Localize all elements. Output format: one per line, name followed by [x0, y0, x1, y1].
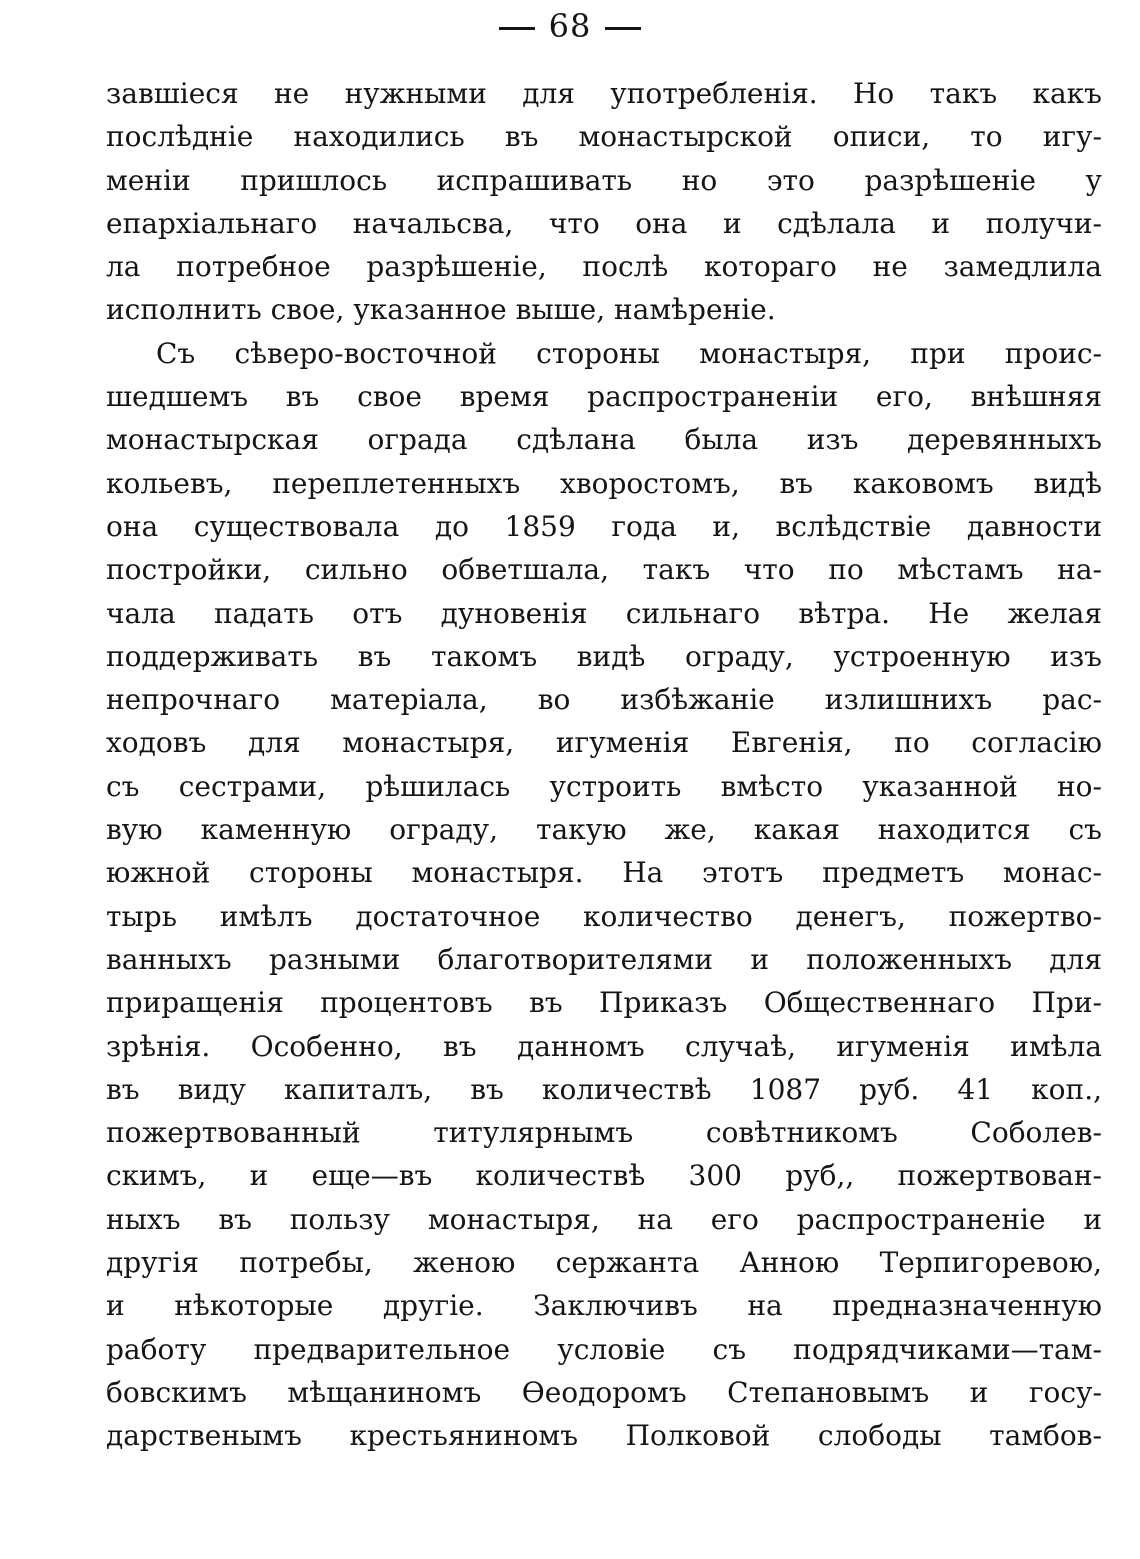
text-line: она существовала до 1859 года и, вслѣдствіе давности: [106, 509, 1102, 543]
text-line: пожертвованный титулярнымъ совѣтникомъ Соболев-: [106, 1116, 1102, 1150]
text-line: меніи пришлось испрашивать но это разрѣшеніе у: [106, 163, 1102, 197]
left-dash: [499, 27, 535, 30]
text-line: шедшемъ въ свое время распространеніи его, внѣшняя: [106, 380, 1102, 414]
text-line: приращенія процентовъ въ Приказъ Общественнаго При-: [106, 986, 1102, 1020]
text-line: монастырская ограда сдѣлана была изъ деревянныхъ: [106, 423, 1102, 457]
text-line: чала падать отъ дуновенія сильнаго вѣтра. Не желая: [106, 596, 1102, 630]
text-line: поддерживать въ такомъ видѣ ограду, устроенную изъ: [106, 639, 1102, 673]
text-line: вую каменную ограду, такую же, какая находится съ: [106, 813, 1102, 847]
page-number: 68: [548, 7, 592, 45]
text-line: бовскимъ мѣщаниномъ Ѳеодоромъ Степановымъ и госу-: [106, 1375, 1102, 1409]
text-line: завшіеся не нужными для употребленія. Но такъ какъ: [106, 77, 1102, 110]
text-line: другія потребы, женою сержанта Анною Терпигоревою,: [106, 1246, 1102, 1280]
text-line: ныхъ въ пользу монастыря, на его распространеніе и: [106, 1202, 1102, 1236]
text-line: ванныхъ разными благотворителями и положенныхъ для: [106, 942, 1102, 976]
text-line: въ виду капиталъ, въ количествѣ 1087 руб. 41 коп.,: [106, 1072, 1102, 1106]
text-line: епархіальнаго начальсва, что она и сдѣлала и получи-: [106, 206, 1102, 240]
text-line: ходовъ для монастыря, игуменія Евгенія, по согласію: [106, 726, 1102, 760]
page-number-header: [0, 4, 1140, 48]
paragraph-start-line: Съ сѣверо-восточной стороны монастыря, при проис-: [156, 336, 1102, 370]
text-line: исполнить свое, указанное выше, намѣреніе.: [106, 293, 776, 327]
text-line: кольевъ, переплетенныхъ хворостомъ, въ каковомъ видѣ: [106, 466, 1102, 500]
text-line: тырь имѣлъ достаточное количество денегъ, пожертво-: [106, 899, 1102, 933]
text-line: скимъ, и еще—въ количествѣ 300 руб,, пожертвован-: [106, 1159, 1102, 1193]
right-dash: [605, 27, 641, 30]
text-line: ла потребное разрѣшеніе, послѣ котораго не замедлила: [106, 250, 1102, 284]
text-line: и нѣкоторые другіе. Заключивъ на предназначенную: [106, 1289, 1102, 1323]
text-line: зрѣнія. Особенно, въ данномъ случаѣ, игуменія имѣла: [106, 1029, 1102, 1063]
body-text: [106, 72, 1102, 1458]
text-line: дарственымъ крестьяниномъ Полковой слободы тамбов-: [106, 1419, 1102, 1453]
text-line: южной стороны монастыря. На этотъ предметъ монас-: [106, 856, 1102, 890]
text-line: съ сестрами, рѣшилась устроить вмѣсто указанной но-: [106, 769, 1102, 803]
text-line: работу предварительное условіе съ подрядчиками—там-: [106, 1332, 1102, 1366]
text-line: постройки, сильно обветшала, такъ что по мѣстамъ на-: [106, 553, 1102, 587]
text-line: послѣдніе находились въ монастырской описи, то игу-: [106, 120, 1102, 154]
text-line: непрочнаго матеріала, во избѣжаніе излишнихъ рас-: [106, 683, 1102, 717]
